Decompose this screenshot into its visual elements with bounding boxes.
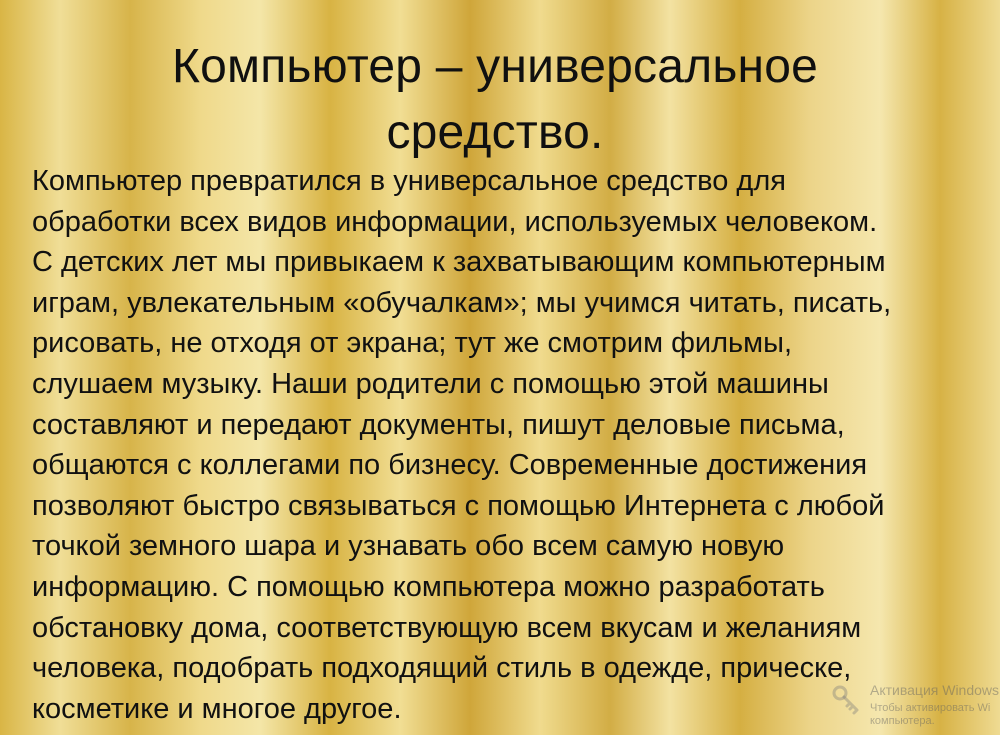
paragraph-line-6: слушаем музыку. Наши родители с помощью этой машины: [32, 367, 829, 400]
watermark-line-1: Чтобы активировать Wi: [870, 702, 991, 714]
paragraph-line-7: составляют и передают документы, пишут деловые письма,: [32, 408, 845, 441]
key-icon: [830, 682, 864, 716]
paragraph-line-11: информацию. С помощью компьютера можно разработать: [32, 570, 825, 603]
paragraph-line-3: С детских лет мы привыкаем к захватывающим компьютерным: [32, 246, 886, 279]
paragraph-line-12: обстановку дома, соответствующую всем вкусам и желаниям: [32, 611, 862, 644]
slide-title-line-2: средство.: [386, 106, 604, 160]
paragraph-line-5: рисовать, не отходя от экрана; тут же смотрим фильмы,: [32, 327, 793, 360]
paragraph-line-9: позволяют быстро связываться с помощью Интернета с любой: [32, 489, 885, 522]
slide-title: [60, 34, 930, 166]
watermark-line-2: компьютера.: [870, 715, 935, 727]
slide-title-line-1: Компьютер – универсальное: [171, 40, 819, 94]
watermark-title: Активация Windows: [870, 682, 1000, 698]
paragraph-line-8: общаются с коллегами по бизнесу. Современные достижения: [32, 449, 868, 482]
windows-activation-watermark: [830, 682, 1000, 732]
paragraph-line-13: человека, подобрать подходящий стиль в одежде, прическе,: [32, 652, 852, 685]
paragraph-line-1: Компьютер превратился в универсальное средство для: [32, 165, 786, 197]
slide-paragraph: [32, 161, 967, 729]
watermark-subtitle: [870, 702, 990, 728]
paragraph-line-10: точкой земного шара и узнавать обо всем самую новую: [32, 530, 785, 563]
paragraph-line-14: косметике и многое другое.: [32, 692, 402, 725]
paragraph-line-2: обработки всех видов информации, используемых человеком.: [32, 205, 878, 238]
paragraph-line-4: играм, увлекательным «обучалкам»; мы учимся читать, писать,: [32, 286, 892, 319]
